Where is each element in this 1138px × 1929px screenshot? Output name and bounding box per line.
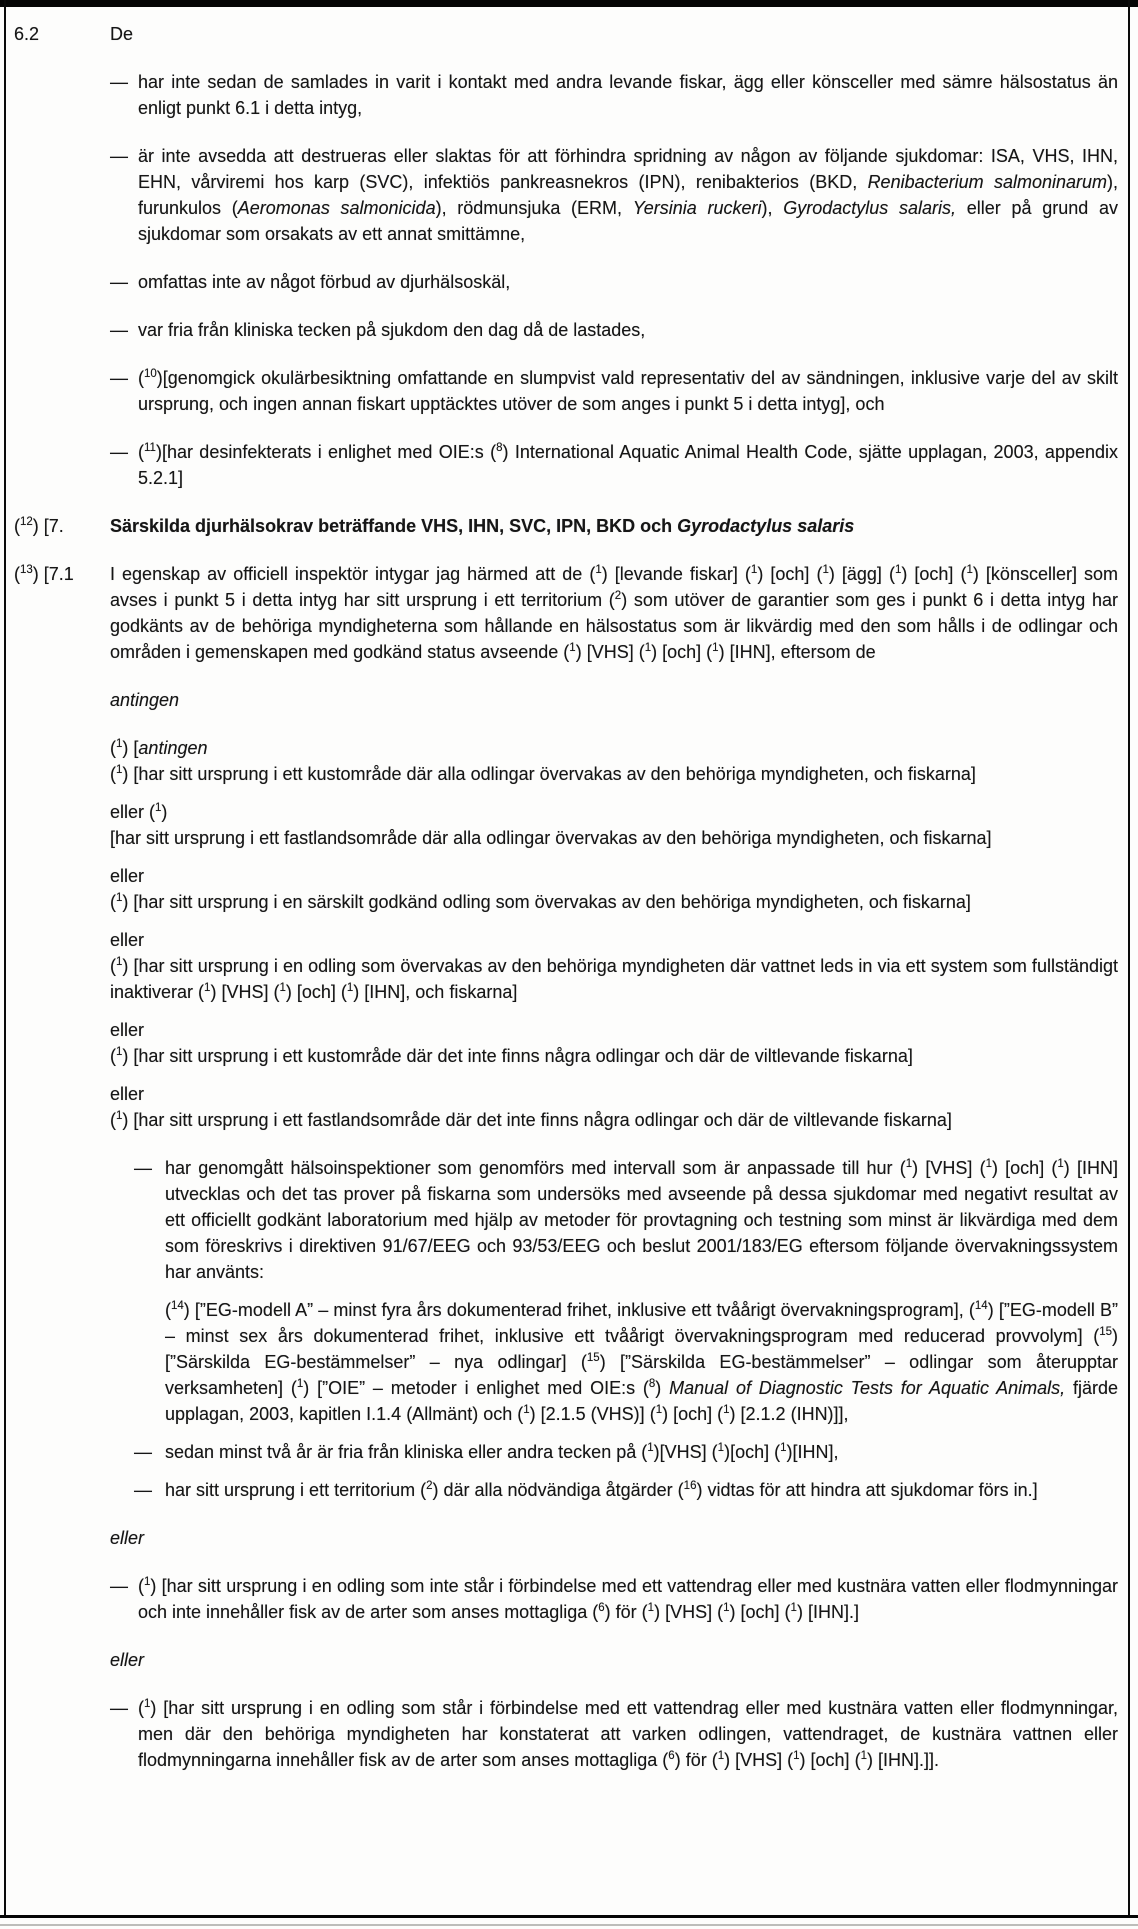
text-run: för	[680, 1750, 712, 1770]
page-left-border	[4, 0, 6, 1918]
footnote-ref: ($^1$)	[290, 1378, 310, 1398]
text-run: [7.1	[38, 564, 74, 584]
text-run: [IHN],	[792, 1442, 839, 1462]
text-run: eller	[110, 802, 150, 822]
bold-italic-text: Gyrodactylus salaris	[677, 516, 855, 536]
section-number-label	[14, 513, 110, 539]
section-number-label	[14, 927, 110, 1005]
section-number-label	[14, 735, 110, 787]
section-number-label	[14, 799, 110, 851]
text-run: eller	[110, 866, 145, 886]
text-run: eller	[110, 1084, 145, 1104]
italic-text: Aeromonas salmonicida	[237, 198, 436, 218]
footnote-ref: ($^6$)	[662, 1750, 681, 1770]
footnote-ref: ($^1$)	[717, 1404, 736, 1424]
scan-edge-artifact	[0, 1924, 1138, 1926]
bullet-item	[14, 1439, 1118, 1465]
paragraph	[14, 687, 1118, 713]
footnote-ref: ($^1$)	[784, 1602, 803, 1622]
footnote-ref: ($^1$)	[110, 1046, 129, 1066]
text-run: [IHN], eftersom de	[724, 642, 876, 662]
footnote-ref: ($^1$)	[138, 1576, 157, 1596]
page-top-border	[0, 0, 1138, 7]
footnote-ref: ($^{13}$)	[14, 564, 39, 584]
text-run: [7.	[38, 516, 64, 536]
text-run: omfattas inte av något förbud av djurhälsoskäl,	[138, 272, 511, 292]
italic-text: Gyrodactylus salaris,	[783, 198, 957, 218]
bullet-item	[14, 317, 1118, 343]
text-run: [och]	[805, 1750, 855, 1770]
text-run: [VHS]	[660, 1602, 718, 1622]
text-run: eller	[110, 1020, 145, 1040]
text-run: [har sitt ursprung i ett kustområde där det inte finns några odlingar och där de viltlevande fiskarna]	[128, 1046, 913, 1066]
text-run: har genomgått hälsoinspektioner som genomförs med intervall som är anpassade till hur	[165, 1158, 900, 1178]
text-run: I egenskap av officiell inspektör intygar jag härmed att de	[110, 564, 590, 584]
text-run: är inte avsedda att destrueras eller slaktas för att förhindra spridning av någon av följande sjukdomar: ISA, VHS, IHN, EHN, vårviremi hos karp (SVC), infektiös pankreasnekros (IPN), renibakterios (BKD,	[138, 146, 1118, 192]
bullet-item	[14, 365, 1118, 417]
bullet-item	[14, 69, 1118, 121]
footnote-ref: ($^{15}$)	[1093, 1326, 1118, 1346]
footnote-ref: ($^1$)	[888, 564, 908, 584]
italic-text: Yersinia ruckeri	[632, 198, 762, 218]
footnote-ref: ($^{12}$)	[14, 516, 39, 536]
section-number-label	[14, 143, 110, 247]
footnote-ref: ($^1$)	[1051, 1158, 1070, 1178]
footnote-ref: ($^1$)	[711, 1750, 731, 1770]
footnote-ref: ($^6$)	[592, 1602, 611, 1622]
text-run: [IHN], och fiskarna]	[359, 982, 518, 1002]
text-run: [och]	[668, 1404, 718, 1424]
bullet-item	[14, 1695, 1118, 1773]
dash-bullet-icon: —	[134, 1158, 152, 1178]
dash-bullet-icon: —	[110, 72, 128, 92]
section-number-label	[14, 21, 110, 47]
page-bottom-border	[0, 1915, 1138, 1918]
text-run: [VHS]	[659, 1442, 712, 1462]
text-run: [2.1.5 (VHS)]	[535, 1404, 650, 1424]
text-run: [och]	[730, 1442, 775, 1462]
text-run: [har sitt ursprung i en odling som inte står i förbindelse med ett vattendrag eller med kustnära vatten eller flodmynningar och inte innehåller fisk av de arter som anses mottagliga	[138, 1576, 1118, 1622]
section-number-label	[14, 1155, 110, 1285]
text-run: [VHS]	[216, 982, 274, 1002]
footnote-ref: ($^1$)	[110, 1110, 129, 1130]
dash-bullet-icon: —	[134, 1442, 152, 1462]
footnote-ref: ($^1$)	[638, 642, 658, 662]
text-run: för	[610, 1602, 642, 1622]
bold-text: Särskilda djurhälsokrav beträffande VHS, IHN, SVC, IPN, BKD och	[110, 516, 678, 536]
section-number-label	[14, 439, 110, 491]
footnote-ref: ($^1$)	[816, 564, 835, 584]
page-right-border	[1128, 0, 1130, 1918]
text-run: De	[110, 24, 134, 44]
footnote-ref: ($^8$)	[642, 1378, 662, 1398]
text-run: sedan minst två år är fria från kliniska eller andra tecken på	[165, 1442, 642, 1462]
footnote-ref: ($^1$)	[641, 1442, 660, 1462]
section-number-label	[14, 365, 110, 417]
italic-text: Manual of Diagnostic Tests for Aquatic Animals,	[669, 1378, 1066, 1398]
paragraph	[14, 1297, 1118, 1427]
dash-bullet-icon: —	[110, 1576, 128, 1596]
text-run: [och]	[291, 982, 341, 1002]
text-run: 6.2	[14, 24, 40, 44]
text-run: [VHS]	[581, 642, 639, 662]
footnote-ref: ($^1$)	[340, 982, 360, 1002]
dash-bullet-icon: —	[110, 442, 128, 462]
section-number-label	[14, 863, 110, 915]
section-number-label	[14, 1081, 110, 1133]
footnote-ref: ($^1$)	[979, 1158, 998, 1178]
bullet-item	[14, 1477, 1118, 1503]
text-run: International Aquatic Animal Health Code, sjätte upplagan, 2003, appendix 5.2.1]	[138, 442, 1118, 488]
text-run: [”EG-modell A” – minst fyra års dokumenterad frihet, inklusive ett tvåårigt övervakningsprogram],	[189, 1300, 969, 1320]
text-run: [IHN].]].	[872, 1750, 939, 1770]
italic-text: eller	[110, 1528, 145, 1548]
text-run: [har sitt ursprung i en odling som övervakas av den behöriga myndigheten där vattnet leds in via ett system som fullständigt inaktiverar	[110, 956, 1118, 1002]
footnote-ref: ($^1$)	[110, 892, 129, 912]
text-run: fjärde upplagan, 2003, kapitlen I.1.4 (Allmänt) och	[165, 1378, 1118, 1424]
footnote-ref: ($^1$)	[198, 982, 217, 1002]
footnote-ref: ($^1$)	[563, 642, 582, 662]
text-run: [genomgick okulärbesiktning omfattande en slumpvist vald representativ del av sändningen, inklusive varje del av skilt ursprung, och ingen annan fiskart upptäcktes utöver de som anges i punkt 5 i detta intyg], och	[138, 368, 1118, 414]
footnote-ref: ($^{14}$)	[165, 1300, 190, 1320]
text-run: [och]	[763, 564, 817, 584]
text-run: [och]	[657, 642, 707, 662]
section-number-label	[14, 1477, 110, 1503]
text-run: [	[128, 738, 139, 758]
text-run: [IHN].]	[802, 1602, 859, 1622]
paragraph	[14, 1525, 1118, 1551]
text-run: [könsceller] som avses i punkt 5 i detta intyg har sitt ursprung i ett territorium	[110, 564, 1118, 610]
text-run: [har sitt ursprung i en särskilt godkänd odling som övervakas av den behöriga myndigheten, och fiskarna]	[128, 892, 971, 912]
text-run: [och]	[997, 1158, 1052, 1178]
dash-bullet-icon: —	[134, 1480, 152, 1500]
section-number-label	[14, 1297, 110, 1427]
text-run: ),	[761, 198, 784, 218]
footnote-ref: ($^1$)	[641, 1602, 661, 1622]
paragraph	[14, 927, 1118, 1005]
text-run: [”Särskilda EG-bestämmelser” – nya odlingar]	[165, 1352, 581, 1372]
footnote-ref: ($^1$)	[706, 642, 725, 662]
paragraph	[14, 561, 1118, 665]
footnote-ref: ($^1$)	[960, 564, 979, 584]
dash-bullet-icon: —	[110, 146, 128, 166]
section-number-label	[14, 687, 110, 713]
bullet-item	[14, 1573, 1118, 1625]
text-run: [och]	[907, 564, 961, 584]
section-number-label	[14, 1695, 110, 1773]
footnote-ref: ($^1$)	[149, 802, 168, 822]
italic-text: eller	[110, 1650, 145, 1670]
footnote-ref: ($^1$)	[110, 738, 129, 758]
dash-bullet-icon: —	[110, 1698, 128, 1718]
text-run: ), rödmunsjuka (ERM,	[435, 198, 633, 218]
footnote-ref: ($^1$)	[273, 982, 292, 1002]
bullet-item	[14, 439, 1118, 491]
text-run: har inte sedan de samlades in varit i kontakt med andra levande fiskar, ägg eller könsceller med sämre hälsostatus än enligt punkt 6.1 i detta intyg,	[138, 72, 1118, 118]
text-run: [har sitt ursprung i ett fastlandsområde där det inte finns några odlingar och där de viltlevande fiskarna]	[128, 1110, 952, 1130]
footnote-ref: ($^1$)	[649, 1404, 669, 1424]
footnote-ref: ($^{15}$)	[580, 1352, 606, 1372]
section-number-label	[14, 269, 110, 295]
text-run: eller på grund av sjukdomar som orsakats av ett annat smittämne,	[138, 198, 1118, 244]
section-number-label	[14, 1439, 110, 1465]
footnote-ref: ($^1$)	[110, 764, 129, 784]
section-number-label	[14, 561, 110, 665]
footnote-ref: ($^1$)	[787, 1750, 806, 1770]
text-run: [2.1.2 (IHN)]],	[735, 1404, 849, 1424]
bullet-item	[14, 1155, 1118, 1285]
text-run: [levande fiskar]	[607, 564, 745, 584]
italic-text: antingen	[138, 738, 208, 758]
section-heading	[14, 513, 1118, 539]
footnote-ref: ($^1$)	[110, 956, 129, 976]
text-run: [”Särskilda EG-bestämmelser” – odlingar som återupptar verksamheten]	[165, 1352, 1118, 1398]
paragraph	[14, 1017, 1118, 1069]
paragraph	[14, 735, 1118, 787]
footnote-ref: ($^1$)	[899, 1158, 919, 1178]
text-run: [VHS]	[918, 1158, 980, 1178]
text-run: där alla nödvändiga åtgärder	[438, 1480, 678, 1500]
footnote-ref: ($^1$)	[774, 1442, 793, 1462]
text-run: [”OIE” – metoder i enlighet med OIE:s	[309, 1378, 643, 1398]
section-number-label	[14, 1017, 110, 1069]
text-run: [har sitt ursprung i ett fastlandsområde där alla odlingar övervakas av den behöriga myndigheten, och fiskarna]	[110, 828, 992, 848]
section-number-label	[14, 317, 110, 343]
text-run: [VHS]	[730, 1750, 788, 1770]
footnote-ref: ($^{10}$)	[138, 368, 163, 388]
text-run: eller	[110, 930, 145, 950]
bullet-item	[14, 269, 1118, 295]
footnote-ref: ($^{14}$)	[968, 1300, 994, 1320]
italic-text: Renibacterium salmoninarum	[867, 172, 1107, 192]
footnote-ref: ($^1$)	[744, 564, 764, 584]
section-number-label	[14, 1525, 110, 1551]
footnote-ref: ($^8$)	[490, 442, 509, 462]
footnote-ref: ($^1$)	[854, 1750, 873, 1770]
text-run: ), furunkulos (	[138, 172, 1118, 218]
text-run: vidtas för att hindra att sjukdomar förs in.]	[702, 1480, 1038, 1500]
bullet-item	[14, 143, 1118, 247]
text-run: [IHN] utvecklas och det tas prover på fiskarna som undersöks med avseende på dessa sjukdomar med negativt resultat av ett officiellt godkänt laboratorium med hjälp av metoder för provtagning och testning som minst är likvärdiga med dem som föreskrivs i direktiven 91/67/EEG och 93/53/EEG och beslut 2001/183/EG eftersom följande övervakningssystem har använts:	[165, 1158, 1118, 1282]
dash-bullet-icon: —	[110, 272, 128, 292]
paragraph	[14, 21, 1118, 47]
section-number-label	[14, 1573, 110, 1625]
text-run: har sitt ursprung i ett territorium	[165, 1480, 421, 1500]
dash-bullet-icon: —	[110, 368, 128, 388]
footnote-ref: ($^1$)	[589, 564, 608, 584]
footnote-ref: ($^2$)	[420, 1480, 439, 1500]
paragraph	[14, 1081, 1118, 1133]
italic-text: antingen	[110, 690, 180, 710]
footnote-ref: ($^1$)	[711, 1442, 731, 1462]
text-run: [har sitt ursprung i ett kustområde där alla odlingar övervakas av den behöriga myndigheten, och fiskarna]	[128, 764, 976, 784]
text-run: som utöver de garantier som ges i punkt 6 i detta intyg har godkänts av de behöriga myndigheterna som hållande en hälsostatus som är likvärdig med den som hålls i de odlingar och områden i gemenskapen med godkänd status avseende	[110, 590, 1118, 662]
footnote-ref: ($^1$)	[517, 1404, 536, 1424]
document-body	[14, 21, 1118, 1907]
paragraph	[14, 863, 1118, 915]
paragraph	[14, 1647, 1118, 1673]
footnote-ref: ($^{16}$)	[677, 1480, 703, 1500]
paragraph	[14, 799, 1118, 851]
footnote-ref: ($^{11}$)	[138, 442, 162, 462]
text-run	[661, 1378, 669, 1398]
text-run: var fria från kliniska tecken på sjukdom den dag då de lastades,	[138, 320, 646, 340]
text-run: [”EG-modell B” – minst sex års dokumenterad frihet, inklusive ett tvåårigt övervakningsprogram med reducerad provvolym]	[165, 1300, 1118, 1346]
footnote-ref: ($^2$)	[608, 590, 628, 610]
footnote-ref: ($^1$)	[717, 1602, 736, 1622]
text-run: [har desinfekterats i enlighet med OIE:s	[161, 442, 491, 462]
text-run: [ägg]	[834, 564, 889, 584]
section-number-label	[14, 1647, 110, 1673]
section-number-label	[14, 69, 110, 121]
text-run: [har sitt ursprung i en odling som står i förbindelse med ett vattendrag eller med kustnära vatten eller flodmynningar, men där den behöriga myndigheten har konstaterat att varken odlingen, vattendraget, de kustnära vattnen eller flodmynningarna innehåller fisk av de arter som anses mottagliga	[138, 1698, 1118, 1770]
text-run: [och]	[735, 1602, 785, 1622]
footnote-ref: ($^1$)	[138, 1698, 157, 1718]
dash-bullet-icon: —	[110, 320, 128, 340]
